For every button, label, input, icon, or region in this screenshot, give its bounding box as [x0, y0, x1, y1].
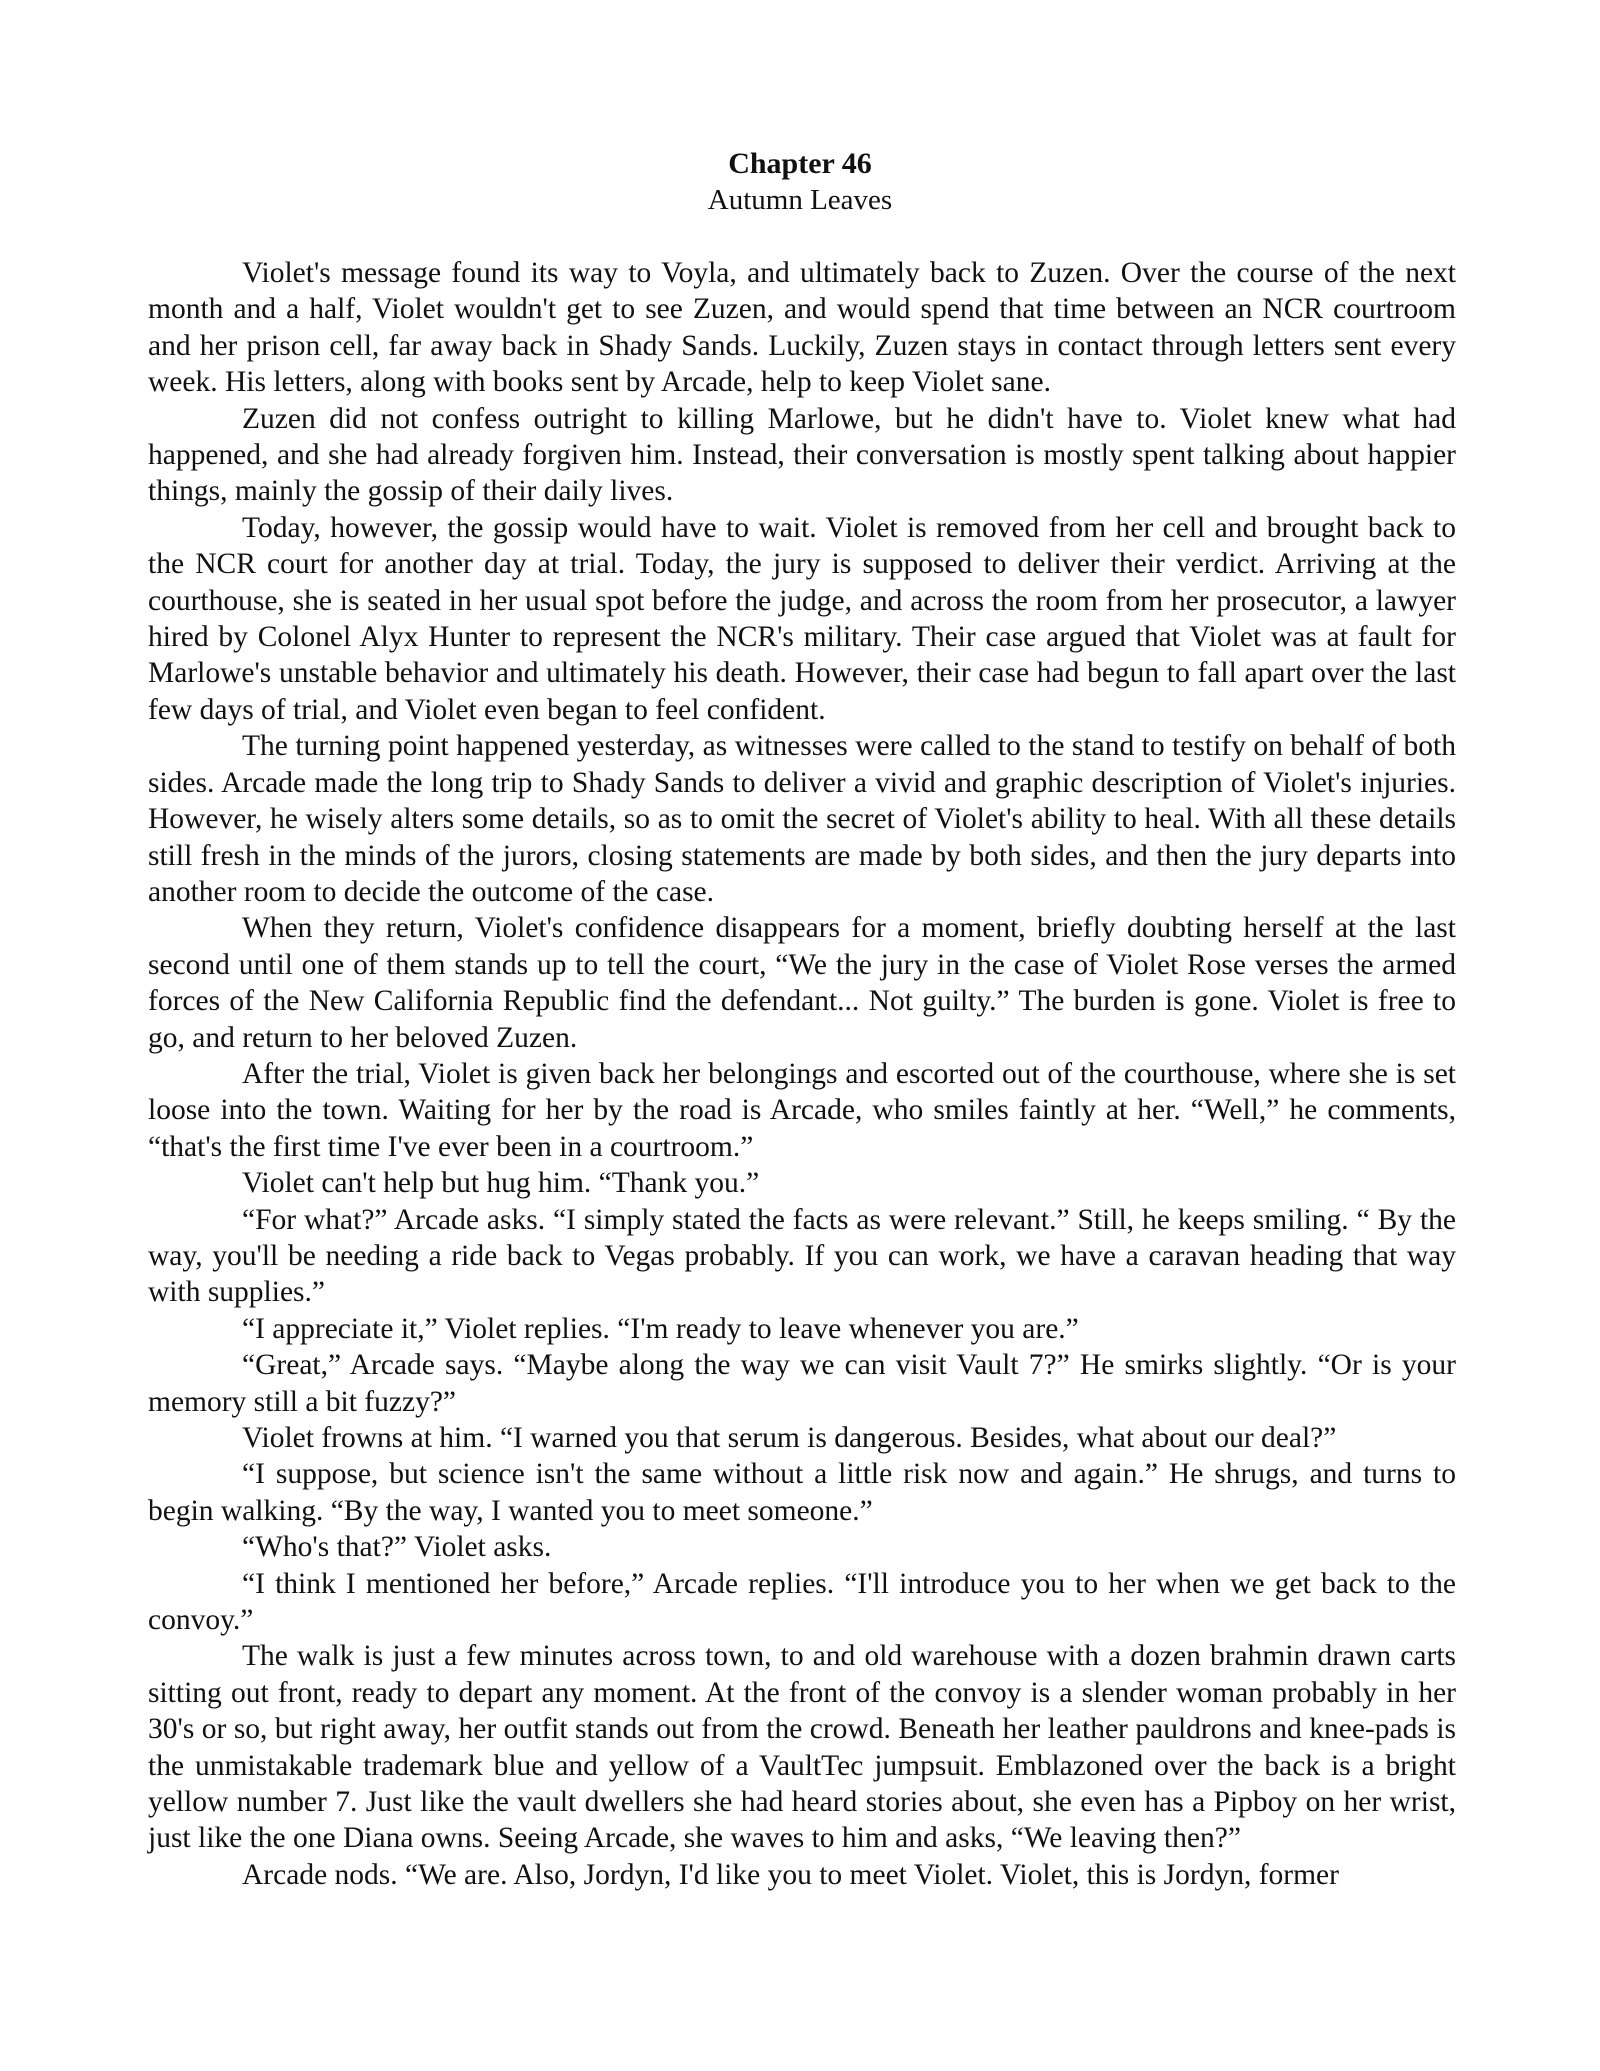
- paragraph: When they return, Violet's confidence disappears for a moment, briefly doubting herself at the last second until one of them stands up to tell the court, “We the jury in the case of Violet Rose verses the armed forces of the New California Republic find the defendant... Not guilty.” The burden is gone. Violet is free to go, and return to her beloved Zuzen.: [148, 912, 1456, 1054]
- paragraph: “Who's that?” Violet asks.: [242, 1531, 552, 1564]
- paragraph: The turning point happened yesterday, as witnesses were called to the stand to testify on behalf of both sides. Arcade made the long trip to Shady Sands to deliver a vivid and graphic description of Violet's injuries. However, he wisely alters some details, so as to omit the secret of Violet's ability to heal. With all these details still fresh in the minds of the jurors, closing statements are made by both sides, and then the jury departs into another room to decide the outcome of the case.: [148, 730, 1456, 908]
- paragraph: Violet frowns at him. “I warned you that serum is dangerous. Besides, what about our deal?”: [242, 1422, 1337, 1454]
- paragraph: After the trial, Violet is given back her belongings and escorted out of the courthouse, where she is set loose into the town. Waiting for her by the road is Arcade, who smiles faintly at her. “Well,” he comments, “that's the first time I've ever been in a courtroom.”: [148, 1057, 1456, 1163]
- paragraph: Arcade nods. “We are. Also, Jordyn, I'd like you to meet Violet. Violet, this is Jordyn, former: [242, 1858, 1339, 1891]
- chapter-title: Chapter 46: [728, 147, 872, 180]
- paragraph: Violet can't help but hug him. “Thank you.”: [242, 1167, 760, 1200]
- paragraph: “I suppose, but science isn't the same without a little risk now and again.” He shrugs, and turns to begin walking. “By the way, I wanted you to meet someone.”: [148, 1458, 1456, 1527]
- paragraph: “I think I mentioned her before,” Arcade replies. “I'll introduce you to her when we get back to the convoy.”: [148, 1567, 1456, 1637]
- chapter-heading: [0, 146, 1600, 218]
- paragraph: “For what?” Arcade asks. “I simply stated the facts as were relevant.” Still, he keeps smiling. “ By the way, you'll be needing a ride back to Vegas probably. If you can work, we have a caravan heading that way with supplies.”: [148, 1203, 1456, 1309]
- chapter-subtitle: Autumn Leaves: [707, 184, 893, 216]
- chapter-body: [148, 255, 1456, 1893]
- paragraph: “Great,” Arcade says. “Maybe along the way we can visit Vault 7?” He smirks slightly. “Or is your memory still a bit fuzzy?”: [148, 1349, 1456, 1418]
- paragraph: The walk is just a few minutes across town, to and old warehouse with a dozen brahmin drawn carts sitting out front, ready to depart any moment. At the front of the convoy is a slender woman probably in her 30's or so, but right away, her outfit stands out from the crowd. Beneath her leather pauldrons and knee-pads is the unmistakable trademark blue and yellow of a VaultTec jumpsuit. Emblazoned over the back is a bright yellow number 7. Just like the vault dwellers she had heard stories about, she even has a Pipboy on her wrist, just like the one Diana owns. Seeing Arcade, she waves to him and asks, “We leaving then?”: [148, 1640, 1456, 1855]
- paragraph: Today, however, the gossip would have to wait. Violet is removed from her cell and brought back to the NCR court for another day at trial. Today, the jury is supposed to deliver their verdict. Arriving at the courthouse, she is seated in her usual spot before the judge, and across the room from her prosecutor, a lawyer hired by Colonel Alyx Hunter to represent the NCR's military. Their case argued that Violet was at fault for Marlowe's unstable behavior and ultimately his death. However, their case had begun to fall apart over the last few days of trial, and Violet even began to feel confident.: [148, 511, 1456, 726]
- paragraph: Zuzen did not confess outright to killing Marlowe, but he didn't have to. Violet knew what had happened, and she had already forgiven him. Instead, their conversation is mostly spent talking about happier things, mainly the gossip of their daily lives.: [148, 402, 1456, 508]
- paragraph: Violet's message found its way to Voyla, and ultimately back to Zuzen. Over the course of the next month and a half, Violet wouldn't get to see Zuzen, and would spend that time between an NCR courtroom and her prison cell, far away back in Shady Sands. Luckily, Zuzen stays in contact through letters sent every week. His letters, along with books sent by Arcade, help to keep Violet sane.: [148, 257, 1456, 399]
- paragraph: “I appreciate it,” Violet replies. “I'm ready to leave whenever you are.”: [242, 1312, 1079, 1345]
